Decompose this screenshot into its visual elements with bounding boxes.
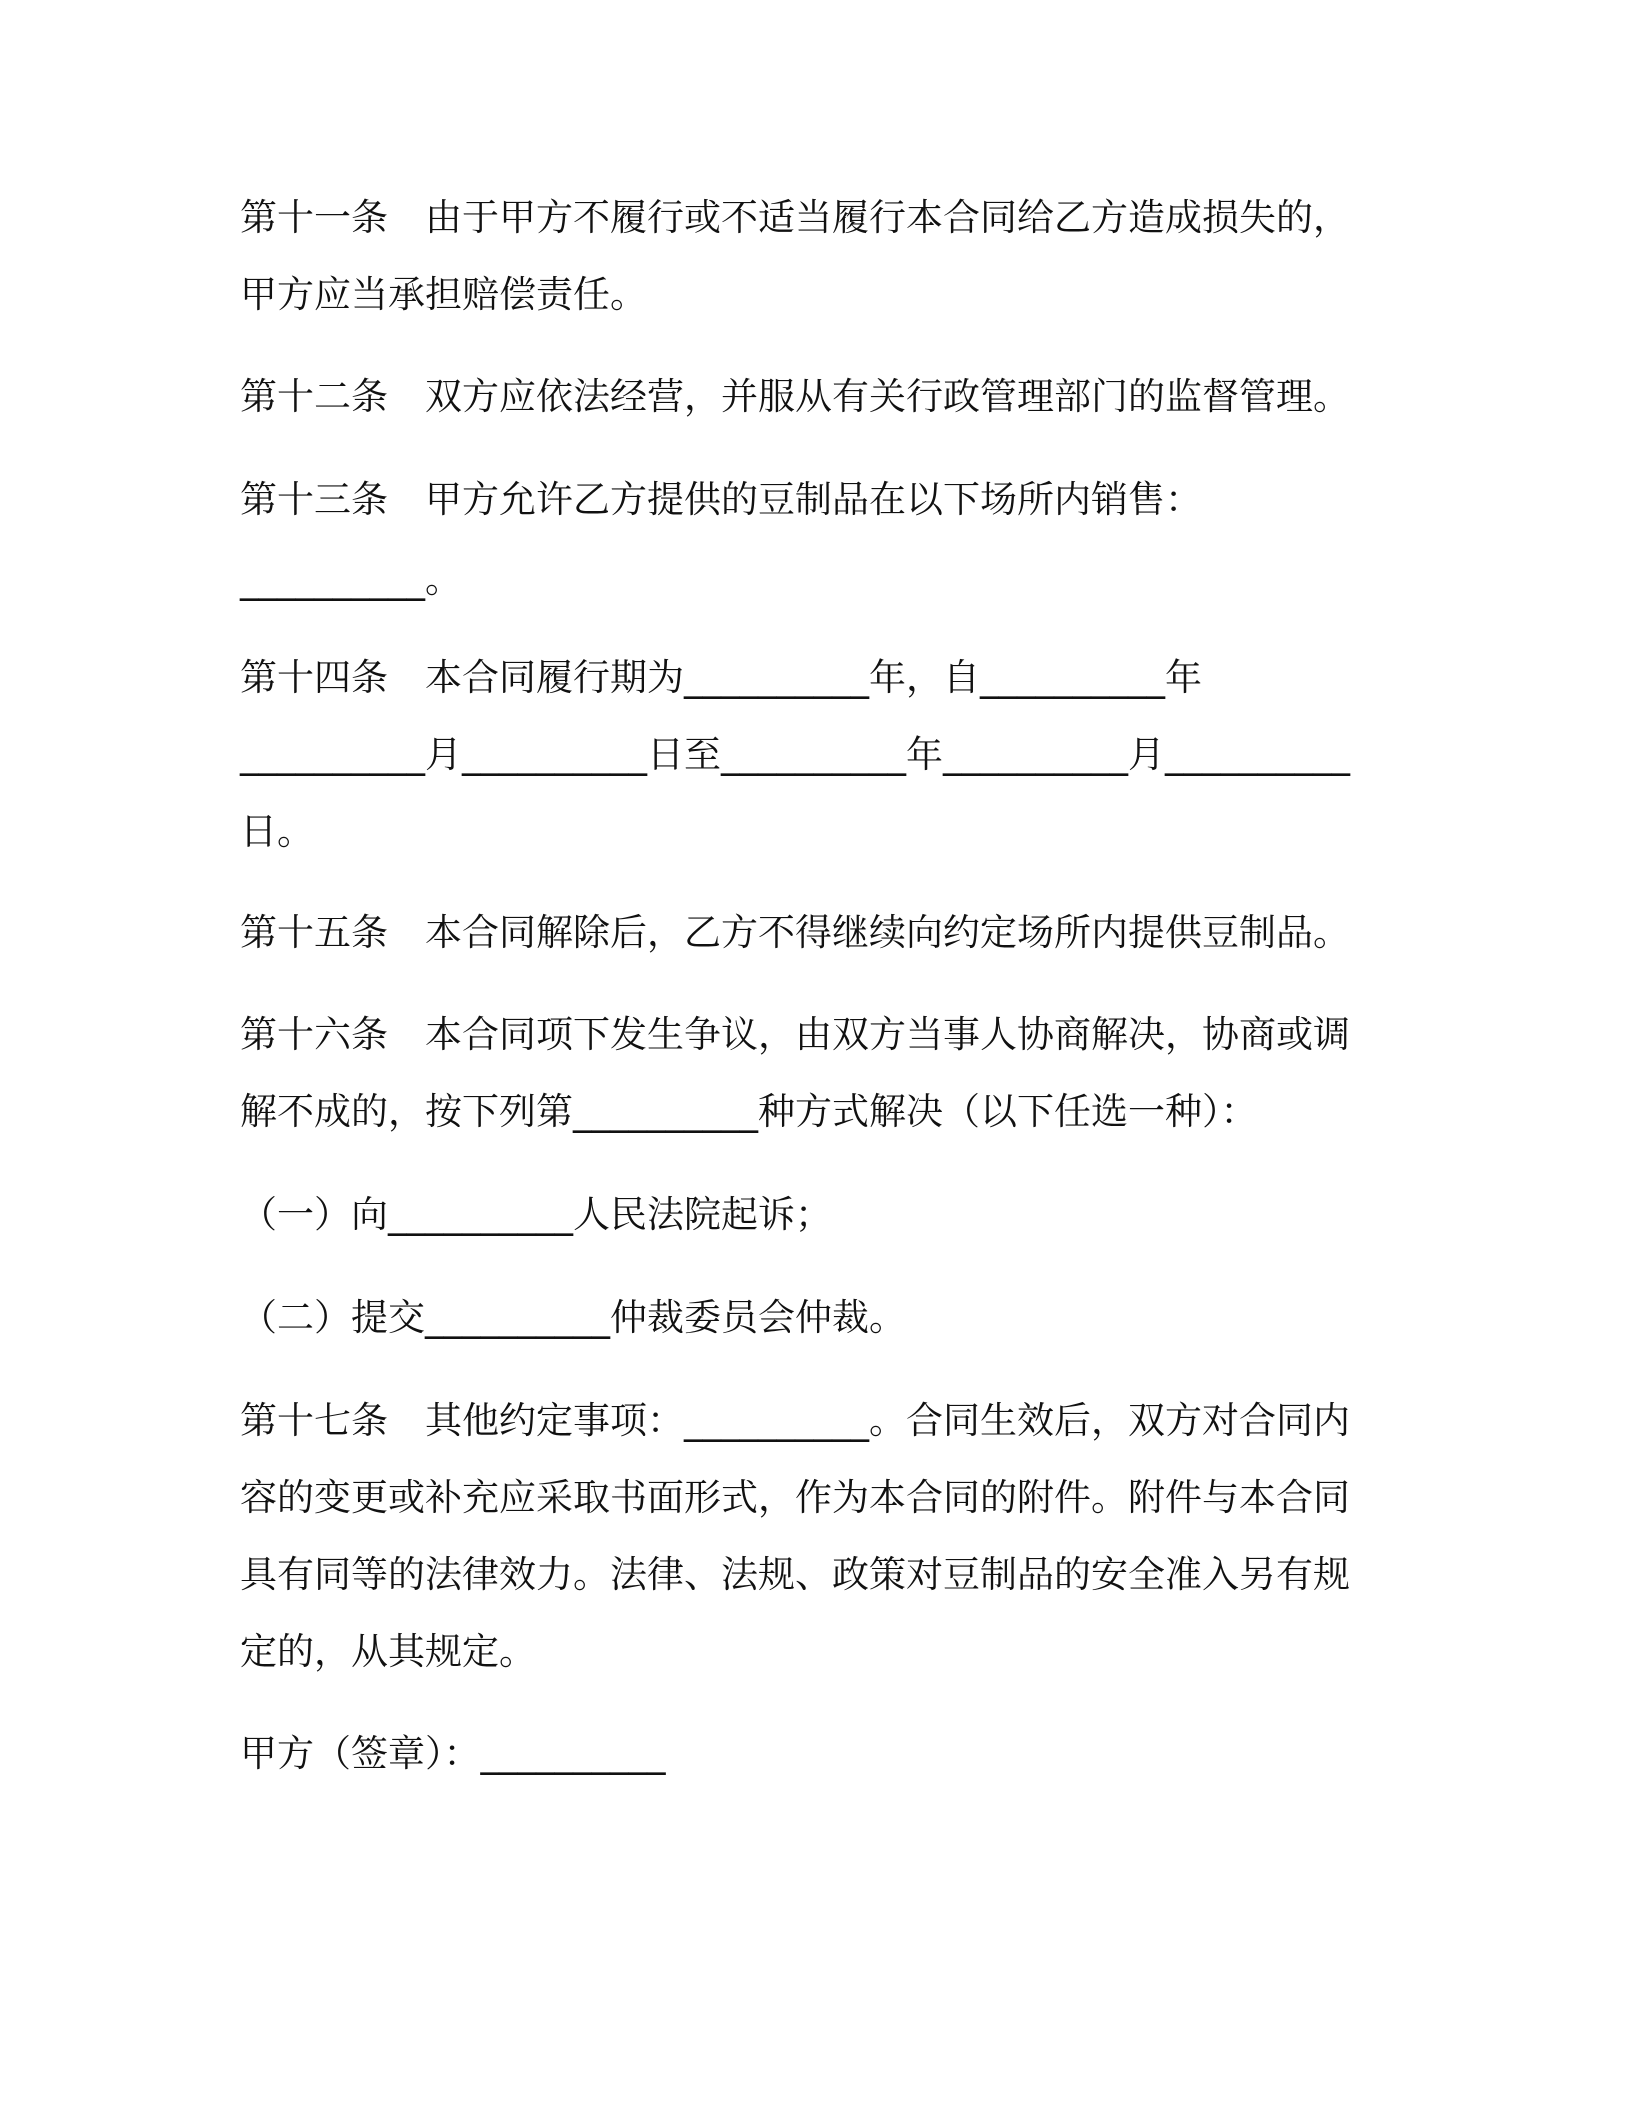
article-13-line-1: 第十三条 甲方允许乙方提供的豆制品在以下场所内销售： — [240, 478, 1202, 521]
article-17-line-3: 具有同等的法律效力。法律、法规、政策对豆制品的安全准入另有规 — [240, 1553, 1350, 1596]
article-15-line-1: 第十五条 本合同解除后，乙方不得继续向约定场所内提供豆制品。 — [240, 911, 1350, 954]
article-16-line-1: 第十六条 本合同项下发生争议，由双方当事人协商解决，协商或调 — [240, 1013, 1350, 1056]
article-17-line-1: 第十七条 其他约定事项：__________。合同生效后，双方对合同内 — [240, 1399, 1350, 1442]
article-11-line-2: 甲方应当承担赔偿责任。 — [240, 273, 647, 316]
article-17-line-4: 定的，从其规定。 — [240, 1630, 536, 1673]
article-11-line-1: 第十一条 由于甲方不履行或不适当履行本合同给乙方造成损失的， — [240, 196, 1350, 239]
article-14-line-2: __________月__________日至__________年__________月__________ — [240, 733, 1350, 776]
article-14-line-3: 日。 — [240, 810, 314, 853]
article-16-option-1: （一）向__________人民法院起诉； — [240, 1193, 832, 1236]
signature-party-a: 甲方（签章）：__________ — [240, 1732, 666, 1775]
article-17-line-2: 容的变更或补充应采取书面形式，作为本合同的附件。附件与本合同 — [240, 1476, 1350, 1519]
article-16-line-2: 解不成的，按下列第__________种方式解决（以下任选一种）： — [240, 1090, 1258, 1133]
article-14-line-1: 第十四条 本合同履行期为__________年，自__________年 — [240, 656, 1202, 699]
article-12-line-1: 第十二条 双方应依法经营，并服从有关行政管理部门的监督管理。 — [240, 375, 1350, 418]
article-13-line-2: __________。 — [240, 558, 462, 601]
article-16-option-2: （二）提交__________仲裁委员会仲裁。 — [240, 1296, 906, 1339]
